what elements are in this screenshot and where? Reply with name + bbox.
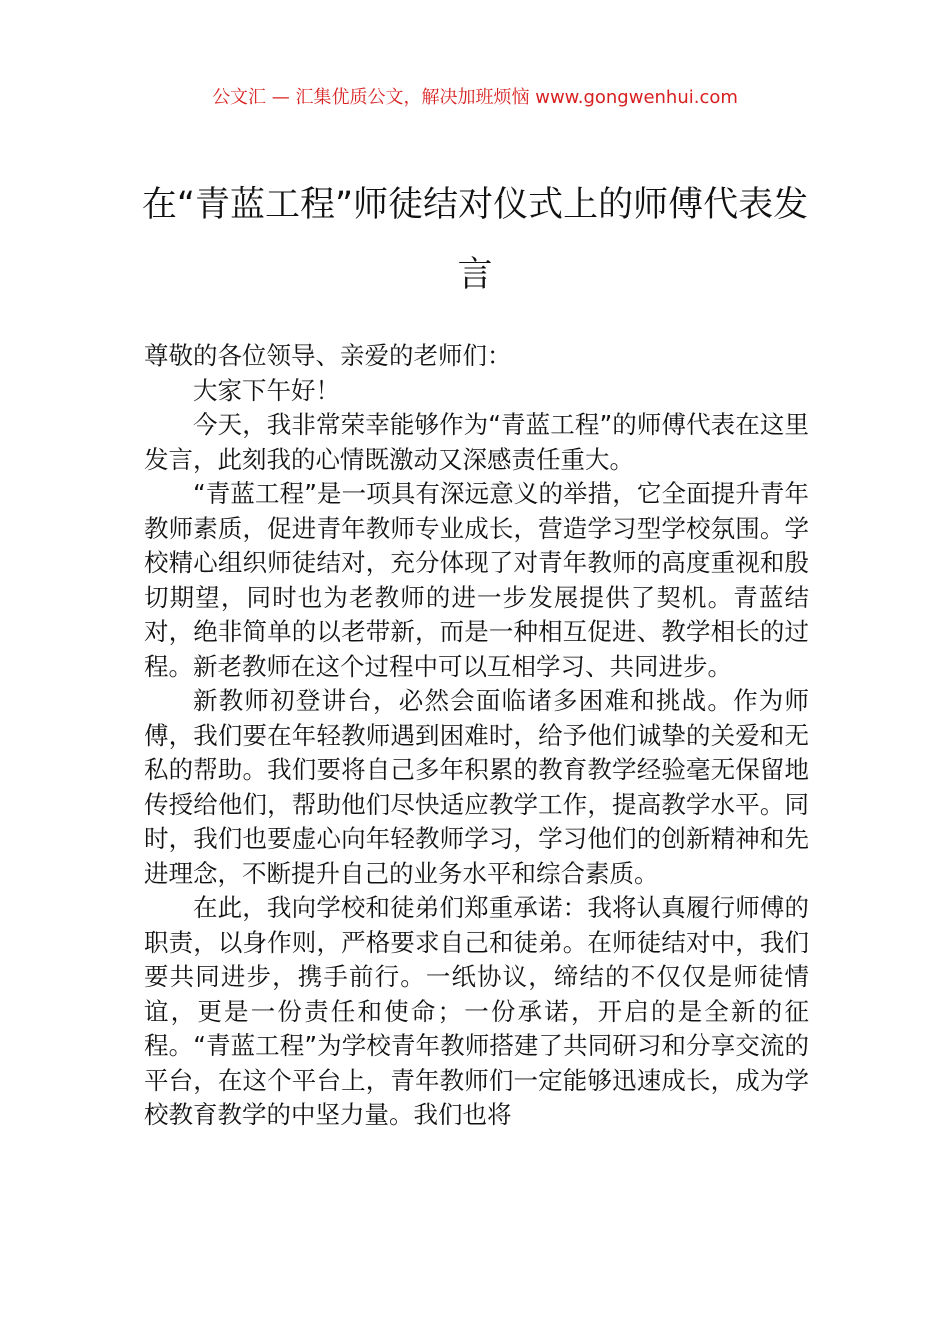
- paragraph-significance: “青蓝工程”是一项具有深远意义的举措，它全面提升青年教师素质，促进青年教师专业成长，营造学习型学校氛围。学校精心组织师徒结对，充分体现了对青年教师的高度重视和殷切期望，同时也为老教师的进一步发展提供了契机。青蓝结对，绝非简单的以老带新，而是一种相互促进、教学相长的过程。新老教师在这个过程中可以互相学习、共同进步。: [144, 479, 809, 681]
- salutation: 尊敬的各位领导、亲爱的老师们：: [144, 341, 512, 370]
- document-title: 在“青蓝工程”师徒结对仪式上的师傅代表发言: [141, 185, 809, 295]
- paragraph-commitment: 在此，我向学校和徒弟们郑重承诺：我将认真履行师傅的职责，以身作则，严格要求自己和徒弟。在师徒结对中，我们要共同进步，携手前行。一纸协议，缔结的不仅仅是师徒情谊，更是一份责任和使命；一份承诺，开启的是全新的征程。“青蓝工程”为学校青年教师搭建了共同研习和分享交流的平台，在这个平台上，青年教师们一定能够迅速成长，成为学校教育教学的中坚力量。我们也将: [144, 893, 809, 1129]
- paragraph-intro: 今天，我非常荣幸能够作为“青蓝工程”的师傅代表在这里发言，此刻我的心情既激动又深感责任重大。: [144, 410, 809, 474]
- paragraph-mentor-role: 新教师初登讲台，必然会面临诸多困难和挑战。作为师傅，我们要在年轻教师遇到困难时，给予他们诚挚的关爱和无私的帮助。我们要将自己多年积累的教育教学经验毫无保留地传授给他们，帮助他们尽快适应教学工作，提高教学水平。同时，我们也要虚心向年轻教师学习，学习他们的创新精神和先进理念，不断提升自己的业务水平和综合素质。: [144, 686, 809, 888]
- site-banner: 公文汇 — 汇集优质公文，解决加班烦恼 www.gongwenhui.com: [212, 87, 738, 108]
- paragraph-greeting: 大家下午好！: [193, 375, 340, 405]
- document-body: [144, 339, 809, 1133]
